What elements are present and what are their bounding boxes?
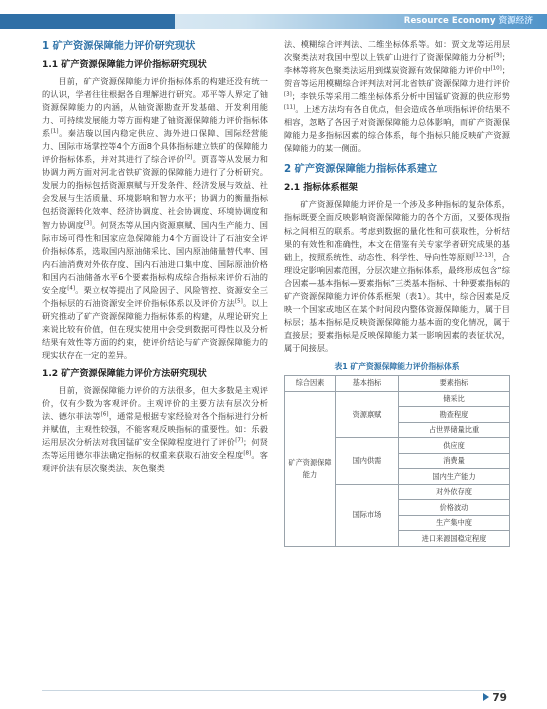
table-cell-composite: 矿产资源保障能力 bbox=[285, 391, 336, 546]
table-cell-element: 储采比 bbox=[399, 391, 510, 407]
section-heading-1: 1 矿产资源保障能力评价研究现状 bbox=[42, 41, 196, 52]
journal-header bbox=[404, 14, 533, 29]
table-header-composite: 综合因素 bbox=[285, 375, 336, 391]
header-band-accent bbox=[0, 14, 175, 29]
table-cell-basic: 国内供需 bbox=[336, 438, 399, 485]
table-row bbox=[285, 391, 510, 407]
section-heading-2: 2 矿产资源保障能力指标体系建立 bbox=[284, 164, 438, 176]
table-cell-basic: 国际市场 bbox=[336, 484, 399, 546]
table-cell-basic: 资源禀赋 bbox=[336, 391, 399, 438]
table-cell-element: 进口来源国稳定程度 bbox=[399, 531, 510, 547]
table-header-basic: 基本指标 bbox=[336, 375, 399, 391]
subsection-heading-1-1: 1.1 矿产资源保障能力评价指标研究现状 bbox=[42, 60, 207, 70]
table-header-element: 要素指标 bbox=[399, 375, 510, 391]
journal-name-en: Resource Economy bbox=[403, 16, 496, 26]
paragraph-method-research: 目前，资源保障能力评价的方法很多，但大多数是主观评价，仅有少数为客观评价。主观评价的主要方法有层次分析法、德尔菲法等[6]，通常是根据专家经验对各个指标进行分析并赋值，主观性较强，不能客观反映指标的重要性。如：乐毅运用层次分析法对我国锰矿安全保障程度进行了评价[7]；何贤杰等运用德尔菲法确定指标的权重来获取石油安全程度[8]。客观评价法有层次聚类法、灰色聚类 bbox=[42, 385, 268, 474]
subsection-heading-1-2: 1.2 矿产资源保障能力评价方法研究现状 bbox=[42, 369, 207, 380]
paragraph-framework: 矿产资源保障能力评价是一个涉及多种指标的复杂体系，指标既要全面反映影响资源保障能力的各个方面，又要体现指标之间相互的联系。考虑到数据的量化性和可获取性，分析结果的有效性和准确性，本文在借鉴有关专家学者研究成果的基础上，按照系统性、动态性、科学性、导向性等原则[12-13]，合理设定影响因素范围，分层次建立指标体系，最终形成包含“综合因素—基本指标—要素指标”三类基本指标、十种要素指标的矿产资源保障能力评价体系框架（表1）。其中，综合因素是反映一个国家或地区在某个时间段内整体资源保障能力，属于目标层；基本指标是反映资源保障能力基本面的变化情况，属于直接层；要素指标是反映保障能力某一影响因素的表征状况，属于间接层。 bbox=[284, 199, 510, 353]
right-column bbox=[284, 38, 510, 547]
table-cell-element: 占世界储量比重 bbox=[399, 422, 510, 438]
table-caption: 表1 矿产资源保障能力评价指标体系 bbox=[334, 361, 460, 371]
page-number: 79 bbox=[492, 692, 507, 704]
table-cell-element: 对外依存度 bbox=[399, 484, 510, 500]
table-cell-element: 消费量 bbox=[399, 453, 510, 469]
indicator-table bbox=[284, 375, 510, 547]
footer-rule bbox=[42, 690, 505, 691]
journal-name-zh: 资源经济 bbox=[498, 16, 533, 26]
table-cell-element: 价格波动 bbox=[399, 500, 510, 516]
paragraph-indicator-research: 目前，矿产资源保障能力评价指标体系的构建还没有统一的认识，学者往往根据各自理解进行研究。邓平等人界定了铀资源保障能力的内涵，从铀资源勘查开发基础、开发利用能力、可持续发展能力等方面构建了铀资源保障能力评价指标体系[1]。秦洁璇以国内稳定供应、海外进口保障、国际经营能力、国际市场掌控等4个方面8个具体指标建立铁矿的保障能力评价指标体系，并对其进行了综合评价[2]。贾喜等从发展力和协调力两方面对河北省铁矿资源的保障能力进行了分析研究。发展力的指标包括资源禀赋与开发条件、经济发展与效益、社会发展与生活质量、环境影响和智力水平；协调力的衡量指标包括资源转化效率、经济协调度、社会协调度、环境协调度和智力协调度[3]。何贤杰等从国内资源禀赋、国内生产能力、国际市场可得性和国家应急保障能力4个方面设计了石油安全评价指标体系，选取国内原油储采比、国内原油储量替代率、国内石油消费对外依存度、国内石油进口集中度、国际原油价格和国内石油储备水平6个要素指标构成综合指标来评价石油的安全度[4]。栗立权等提出了风险因子、风险管控、资源安全三个指标层的石油资源安全评价指标体系以及评价方法[5]。以上研究推动了矿产资源保障能力指标体系的构建，从理论研究上来说比较有价值，但在现实使用中会受到数据可得性以及分析结果有效性等方面的约束，使评价结论与矿产资源保障能力的现实状存在一定的差异。 bbox=[42, 76, 268, 360]
table-cell-element: 生产集中度 bbox=[399, 515, 510, 531]
table-cell-element: 勘查程度 bbox=[399, 407, 510, 423]
table-cell-element: 供应度 bbox=[399, 438, 510, 454]
table-cell-element: 国内生产能力 bbox=[399, 469, 510, 485]
page-arrow-icon bbox=[483, 693, 489, 701]
left-column bbox=[42, 38, 268, 475]
paragraph-method-continued: 法、模糊综合评判法、二维坐标体系等。如：贾文龙等运用层次聚类法对我国中型以上铁矿山进行了资源保障能力分析[9]；李林等将灰色聚类法运用到煤炭资源有效保障能力评价中[10]；贺音等运用模糊综合评判法对河北省铁矿资源保障力进行评价[3]；李铁乐等采用二维坐标体系分析中国锰矿资源的供应形势[11]。上述方法均有各自优点，但会造成各单项指标评价结果不相容，忽略了各因子对资源保障能力总体影响，而矿产资源保障能力是多指标因素的综合体系，每个指标只能反映矿产资源保障能力的某一侧面。 bbox=[284, 39, 510, 154]
subsection-heading-2-1: 2.1 指标体系框架 bbox=[284, 183, 358, 194]
table-header-row bbox=[285, 375, 510, 391]
